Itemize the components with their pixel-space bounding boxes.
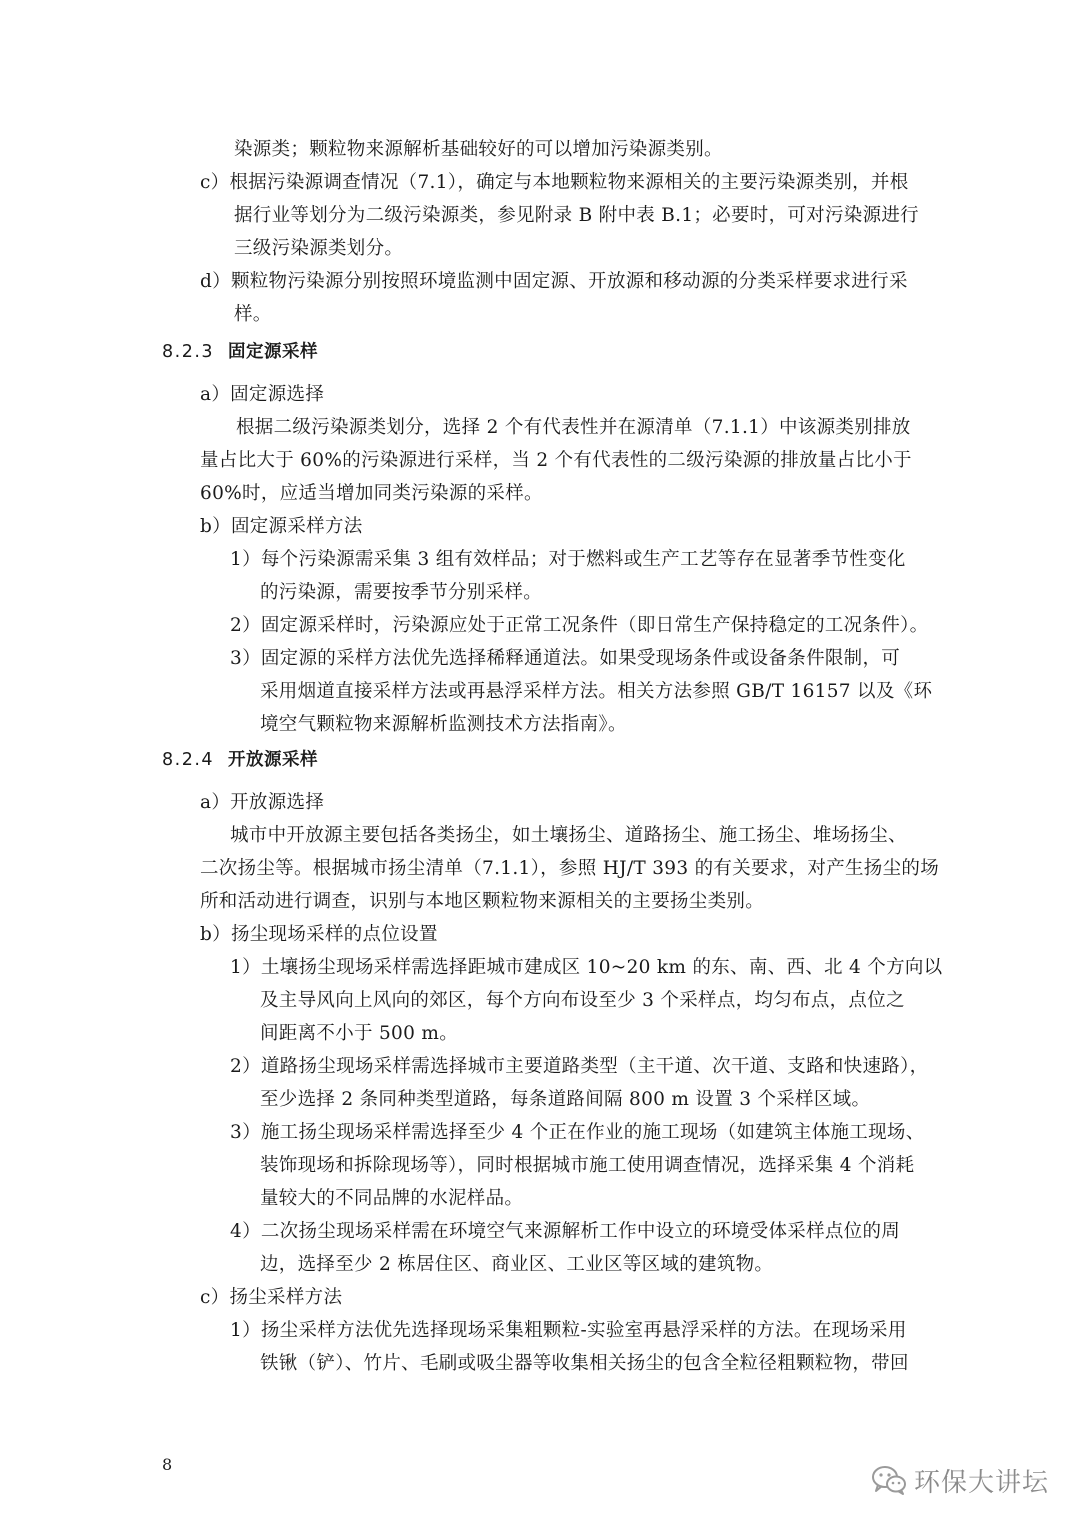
- body-line: 间距离不小于 500 m。: [260, 1023, 459, 1044]
- body-line: 量占比大于 60%的污染源进行采样，当 2 个有代表性的二级污染源的排放量占比小于: [200, 450, 912, 471]
- body-line: 三级污染源类划分。: [234, 238, 404, 259]
- body-line: 据行业等划分为二级污染源类，参见附录 B 附中表 B.1；必要时，可对污染源进行: [234, 205, 919, 226]
- body-line: 所和活动进行调查，识别与本地区颗粒物来源相关的主要扬尘类别。: [200, 891, 765, 912]
- body-line: 及主导风向上风向的郊区，每个方向布设至少 3 个采样点，均匀布点，点位之: [260, 990, 905, 1011]
- list-item: 4）二次扬尘现场采样需在环境空气来源解析工作中设立的环境受体采样点位的周: [230, 1221, 901, 1242]
- body-line: 采用烟道直接采样方法或再悬浮采样方法。相关方法参照 GB/T 16157 以及《环: [260, 681, 933, 702]
- watermark: [870, 1460, 1049, 1500]
- body-line: 染源类；颗粒物来源解析基础较好的可以增加污染源类别。: [234, 139, 723, 160]
- list-item: 2）道路扬尘现场采样需选择城市主要道路类型（主干道、次干道、支路和快速路），: [230, 1056, 929, 1077]
- section-title: 固定源采样: [228, 342, 319, 362]
- body-line: 60%时，应适当增加同类污染源的采样。: [200, 483, 543, 504]
- sub-heading: a）开放源选择: [200, 792, 325, 813]
- body-line: 至少选择 2 条同种类型道路，每条道路间隔 800 m 设置 3 个采样区域。: [260, 1089, 871, 1110]
- list-item-c: c）根据污染源调查情况（7.1），确定与本地颗粒物来源相关的主要污染源类别，并根: [200, 172, 909, 193]
- section-number: 8.2.3: [162, 342, 215, 362]
- body-line: 二次扬尘等。根据城市扬尘清单（7.1.1），参照 HJ/T 393 的有关要求，对产生扬尘的场: [200, 858, 939, 879]
- list-item: 1）每个污染源需采集 3 组有效样品；对于燃料或生产工艺等存在显著季节性变化: [230, 549, 906, 570]
- body-line: 铁锹（铲）、竹片、毛刷或吸尘器等收集相关扬尘的包含全粒径粗颗粒物，带回: [260, 1353, 909, 1374]
- sub-heading: b）固定源采样方法: [200, 516, 363, 537]
- section-heading-8-2-3: [162, 340, 318, 364]
- section-number: 8.2.4: [162, 750, 215, 770]
- list-item: 2）固定源采样时，污染源应处于正常工况条件（即日常生产保持稳定的工况条件）。: [230, 615, 929, 636]
- list-item-d: d）颗粒物污染源分别按照环境监测中固定源、开放源和移动源的分类采样要求进行采: [200, 271, 908, 292]
- watermark-text: 环保大讲坛: [914, 1467, 1050, 1498]
- sub-heading: a）固定源选择: [200, 384, 325, 405]
- body-line: 境空气颗粒物来源解析监测技术方法指南》。: [260, 714, 627, 735]
- body-line: 边，选择至少 2 栋居住区、商业区、工业区等区域的建筑物。: [260, 1254, 774, 1275]
- body-line: 量较大的不同品牌的水泥样品。: [260, 1188, 524, 1209]
- list-item: 3）施工扬尘现场采样需选择至少 4 个正在作业的施工现场（如建筑主体施工现场、: [230, 1122, 925, 1143]
- body-line: 样。: [234, 304, 272, 325]
- sub-heading: c）扬尘采样方法: [200, 1287, 343, 1308]
- section-heading-8-2-4: [162, 748, 318, 772]
- list-item: 1）土壤扬尘现场采样需选择距城市建成区 10~20 km 的东、南、西、北 4 个方向以: [230, 957, 943, 978]
- body-line: 装饰现场和拆除现场等），同时根据城市施工使用调查情况，选择采集 4 个消耗: [260, 1155, 915, 1176]
- list-item: 3）固定源的采样方法优先选择稀释通道法。如果受现场条件或设备条件限制，可: [230, 648, 901, 669]
- wechat-icon: [870, 1464, 908, 1496]
- page-number: 8: [162, 1455, 173, 1474]
- sub-heading: b）扬尘现场采样的点位设置: [200, 924, 438, 945]
- body-line: 城市中开放源主要包括各类扬尘，如土壤扬尘、道路扬尘、施工扬尘、堆场扬尘、: [230, 825, 907, 846]
- body-line: 根据二级污染源类划分，选择 2 个有代表性并在源清单（7.1.1）中该源类别排放: [236, 417, 911, 438]
- section-title: 开放源采样: [228, 750, 319, 770]
- body-line: 的污染源，需要按季节分别采样。: [260, 582, 543, 603]
- list-item: 1）扬尘采样方法优先选择现场采集粗颗粒-实验室再悬浮采样的方法。在现场采用: [230, 1320, 907, 1341]
